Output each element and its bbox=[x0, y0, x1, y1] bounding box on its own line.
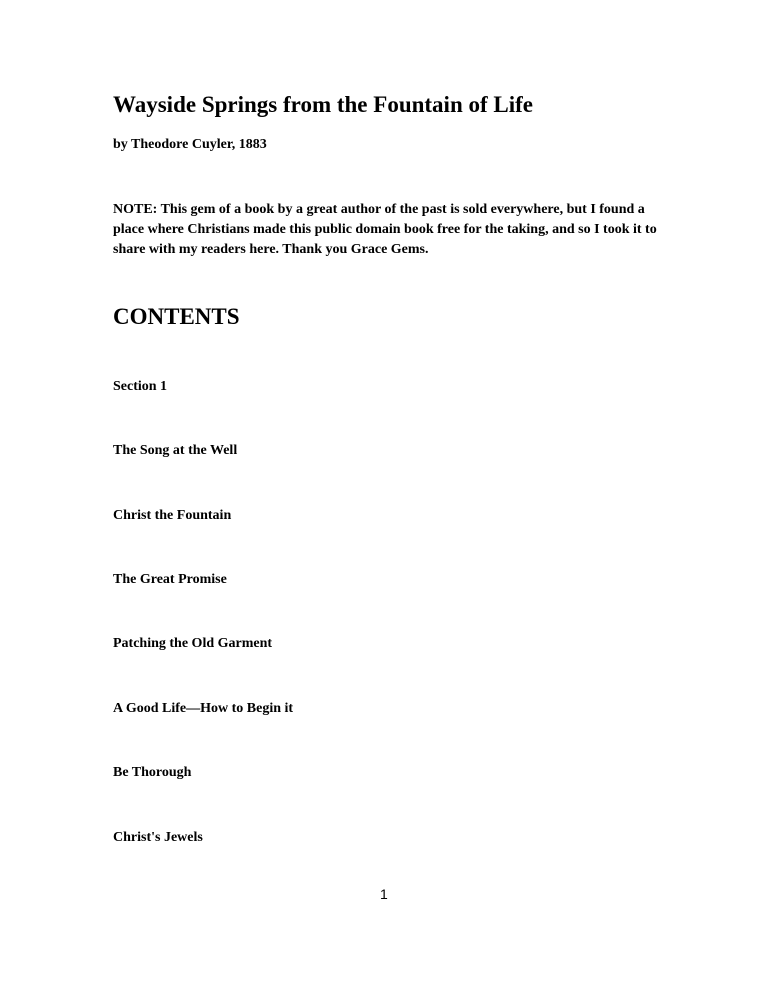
toc-item[interactable]: A Good Life—How to Begin it bbox=[113, 701, 294, 716]
toc-item[interactable]: The Great Promise bbox=[113, 572, 227, 587]
toc-item[interactable]: Patching the Old Garment bbox=[113, 636, 273, 651]
book-title: Wayside Springs from the Fountain of Life bbox=[113, 92, 533, 117]
toc-item[interactable]: The Song at the Well bbox=[113, 443, 238, 458]
author-byline: by Theodore Cuyler, 1883 bbox=[113, 137, 267, 152]
toc-item[interactable]: Christ the Fountain bbox=[113, 508, 232, 523]
toc-item[interactable]: Christ's Jewels bbox=[113, 830, 203, 845]
toc-item[interactable]: Section 1 bbox=[113, 379, 168, 394]
toc-item[interactable]: Be Thorough bbox=[113, 765, 192, 780]
page-number: 1 bbox=[380, 886, 388, 902]
note-paragraph: NOTE: This gem of a book by a great author of the past is sold everywhere, but I found a place where Christians made this public domain book free for the taking, and so I took it to share with my readers here. Thank you Grace Gems. bbox=[113, 202, 657, 257]
contents-heading: CONTENTS bbox=[113, 304, 240, 329]
